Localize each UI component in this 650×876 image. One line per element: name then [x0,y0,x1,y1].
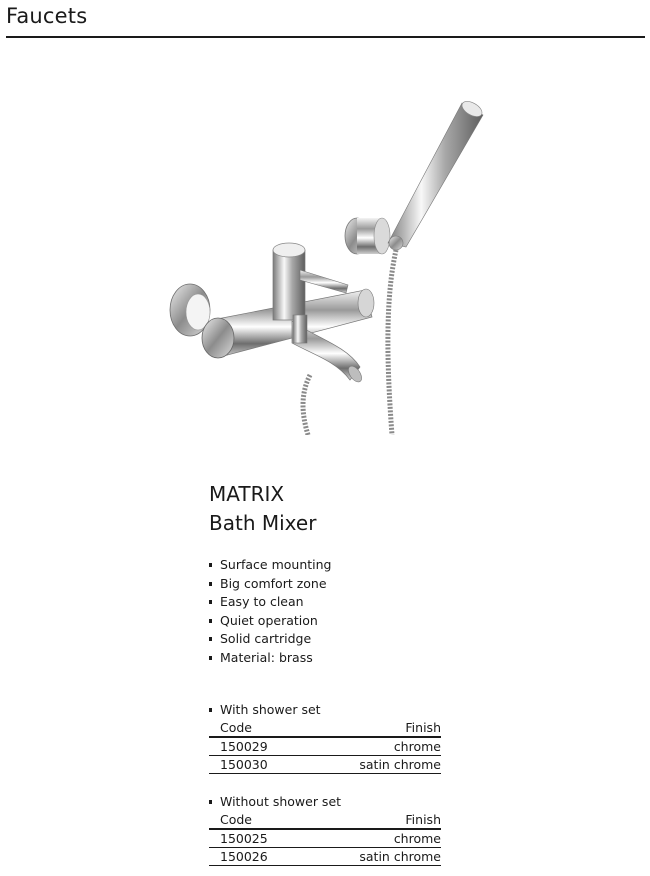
page-header [6,4,645,38]
product-model: Bath Mixer [209,511,317,535]
feature-item: Solid cartridge [209,630,332,649]
product-brand: MATRIX [209,482,285,506]
page-title: Faucets [6,4,88,28]
table-title: Without shower set [209,793,441,811]
product-finish: satin chrome [359,849,441,864]
with-shower-set-table [209,701,441,774]
table-header [209,811,441,830]
column-header-finish: Finish [405,720,441,735]
table-row [209,738,441,756]
feature-item: Material: brass [209,649,332,668]
table-header [209,719,441,738]
table-row [209,756,441,774]
table-row [209,830,441,848]
product-code: 150030 [220,757,268,772]
table-row [209,848,441,866]
feature-item: Surface mounting [209,556,332,575]
product-finish: chrome [393,739,441,754]
feature-item: Easy to clean [209,593,332,612]
column-header-code: Code [220,812,253,827]
feature-item: Quiet operation [209,612,332,631]
feature-list [209,556,332,667]
feature-item: Big comfort zone [209,575,332,594]
product-code: 150026 [220,849,268,864]
table-title: With shower set [209,701,441,719]
without-shower-set-table [209,793,441,866]
product-code: 150025 [220,831,268,846]
column-header-finish: Finish [405,812,441,827]
bath-mixer-image [160,95,490,435]
product-code: 150029 [220,739,268,754]
product-finish: chrome [393,831,441,846]
product-finish: satin chrome [359,757,441,772]
column-header-code: Code [220,720,253,735]
